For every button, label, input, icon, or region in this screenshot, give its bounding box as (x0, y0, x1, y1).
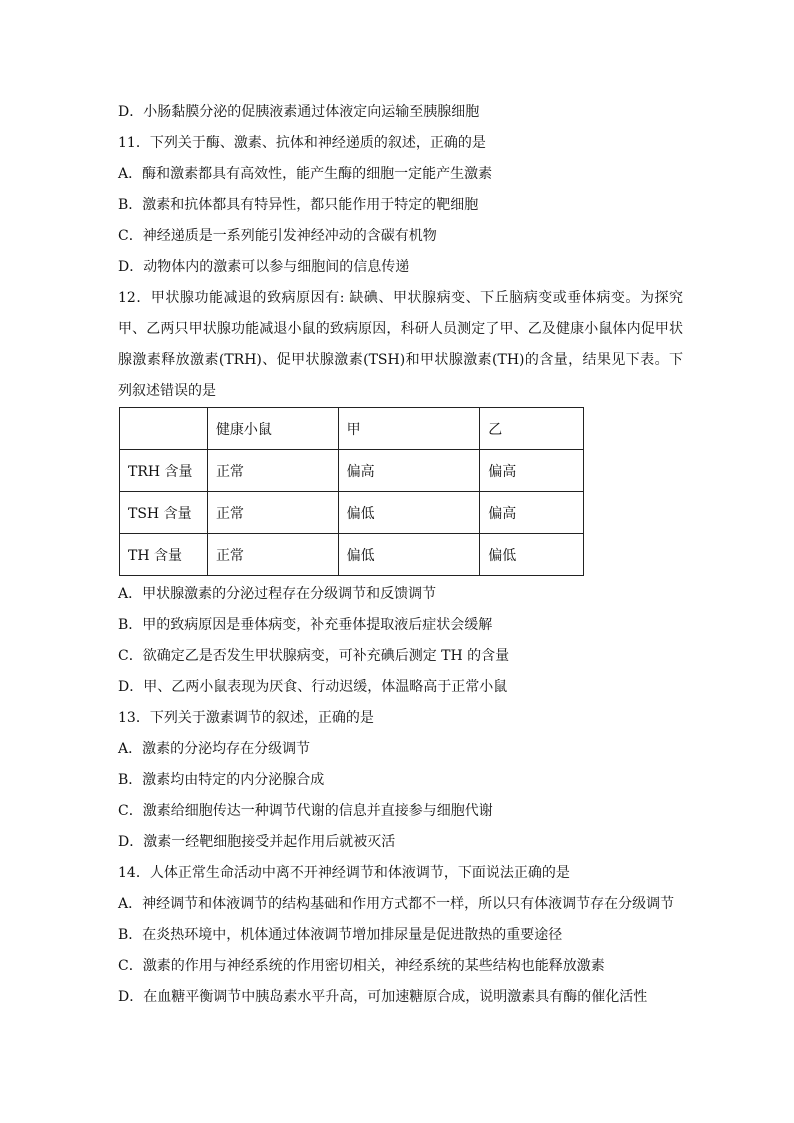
table-cell: 偏高 (338, 450, 480, 492)
hormone-table (119, 407, 584, 576)
table-cell: 偏低 (338, 534, 480, 576)
table-cell: TH 含量 (120, 534, 208, 576)
q12-option-a: A．甲状腺激素的分泌过程存在分级调节和反馈调节 (118, 586, 437, 602)
table-row (120, 534, 584, 576)
q12-option-d: D．甲、乙两小鼠表现为厌食、行动迟缓，体温略高于正常小鼠 (118, 679, 508, 695)
table-cell: TSH 含量 (120, 492, 208, 534)
table-header-cell: 甲 (338, 408, 480, 450)
table-row (120, 492, 584, 534)
table-cell: 偏高 (480, 492, 584, 534)
q13-option-d: D．激素一经靶细胞接受并起作用后就被灭活 (118, 834, 396, 850)
table-cell: 偏低 (338, 492, 480, 534)
table-cell: 偏高 (480, 450, 584, 492)
q14-option-d: D．在血糖平衡调节中胰岛素水平升高，可加速糖原合成，说明激素具有酶的催化活性 (118, 989, 648, 1005)
q12-stem: 12．甲状腺功能减退的致病原因有: 缺碘、甲状腺病变、下丘脑病变或垂体病变。为探究甲、乙两只甲状腺功能减退小鼠的致病原因，科研人员测定了甲、乙及健康小鼠体内促甲状腺激素释放激素(TRH)、促甲状腺激素(TSH)和甲状腺激素(TH)的含量，结果见下表。下列叙述错误的是 (118, 290, 683, 399)
q11-stem: 11．下列关于酶、激素、抗体和神经递质的叙述，正确的是 (118, 135, 486, 151)
q12-option-c: C．欲确定乙是否发生甲状腺病变，可补充碘后测定 TH 的含量 (118, 648, 510, 664)
q13-stem: 13．下列关于激素调节的叙述，正确的是 (118, 710, 374, 726)
q11-option-a: A．酶和激素都具有高效性，能产生酶的细胞一定能产生激素 (118, 166, 493, 182)
q14-option-b: B．在炎热环境中，机体通过体液调节增加排尿量是促进散热的重要途径 (118, 927, 563, 943)
table-header-cell (120, 408, 208, 450)
q13-option-b: B．激素均由特定的内分泌腺合成 (118, 772, 325, 788)
q10-option-d: D．小肠黏膜分泌的促胰液素通过体液定向运输至胰腺细胞 (118, 104, 480, 120)
table-cell: 正常 (207, 492, 338, 534)
table-cell: 正常 (207, 450, 338, 492)
q14-option-a: A．神经调节和体液调节的结构基础和作用方式都不一样，所以只有体液调节存在分级调节 (118, 896, 675, 912)
table-cell: 偏低 (480, 534, 584, 576)
table-header-cell: 健康小鼠 (207, 408, 338, 450)
q11-option-b: B．激素和抗体都具有特异性，都只能作用于特定的靶细胞 (118, 197, 479, 213)
table-header-cell: 乙 (480, 408, 584, 450)
table-cell: TRH 含量 (120, 450, 208, 492)
table-cell: 正常 (207, 534, 338, 576)
table-row (120, 450, 584, 492)
q11-option-c: C．神经递质是一系列能引发神经冲动的含碳有机物 (118, 228, 437, 244)
q12-option-b: B．甲的致病原因是垂体病变，补充垂体提取液后症状会缓解 (118, 617, 493, 633)
table-header-row (120, 408, 584, 450)
q11-option-d: D．动物体内的激素可以参与细胞间的信息传递 (118, 259, 410, 275)
q13-option-a: A．激素的分泌均存在分级调节 (118, 741, 311, 757)
q14-stem: 14．人体正常生命活动中离不开神经调节和体液调节，下面说法正确的是 (118, 865, 570, 881)
q13-option-c: C．激素给细胞传达一种调节代谢的信息并直接参与细胞代谢 (118, 803, 493, 819)
q14-option-c: C．激素的作用与神经系统的作用密切相关，神经系统的某些结构也能释放激素 (118, 958, 605, 974)
